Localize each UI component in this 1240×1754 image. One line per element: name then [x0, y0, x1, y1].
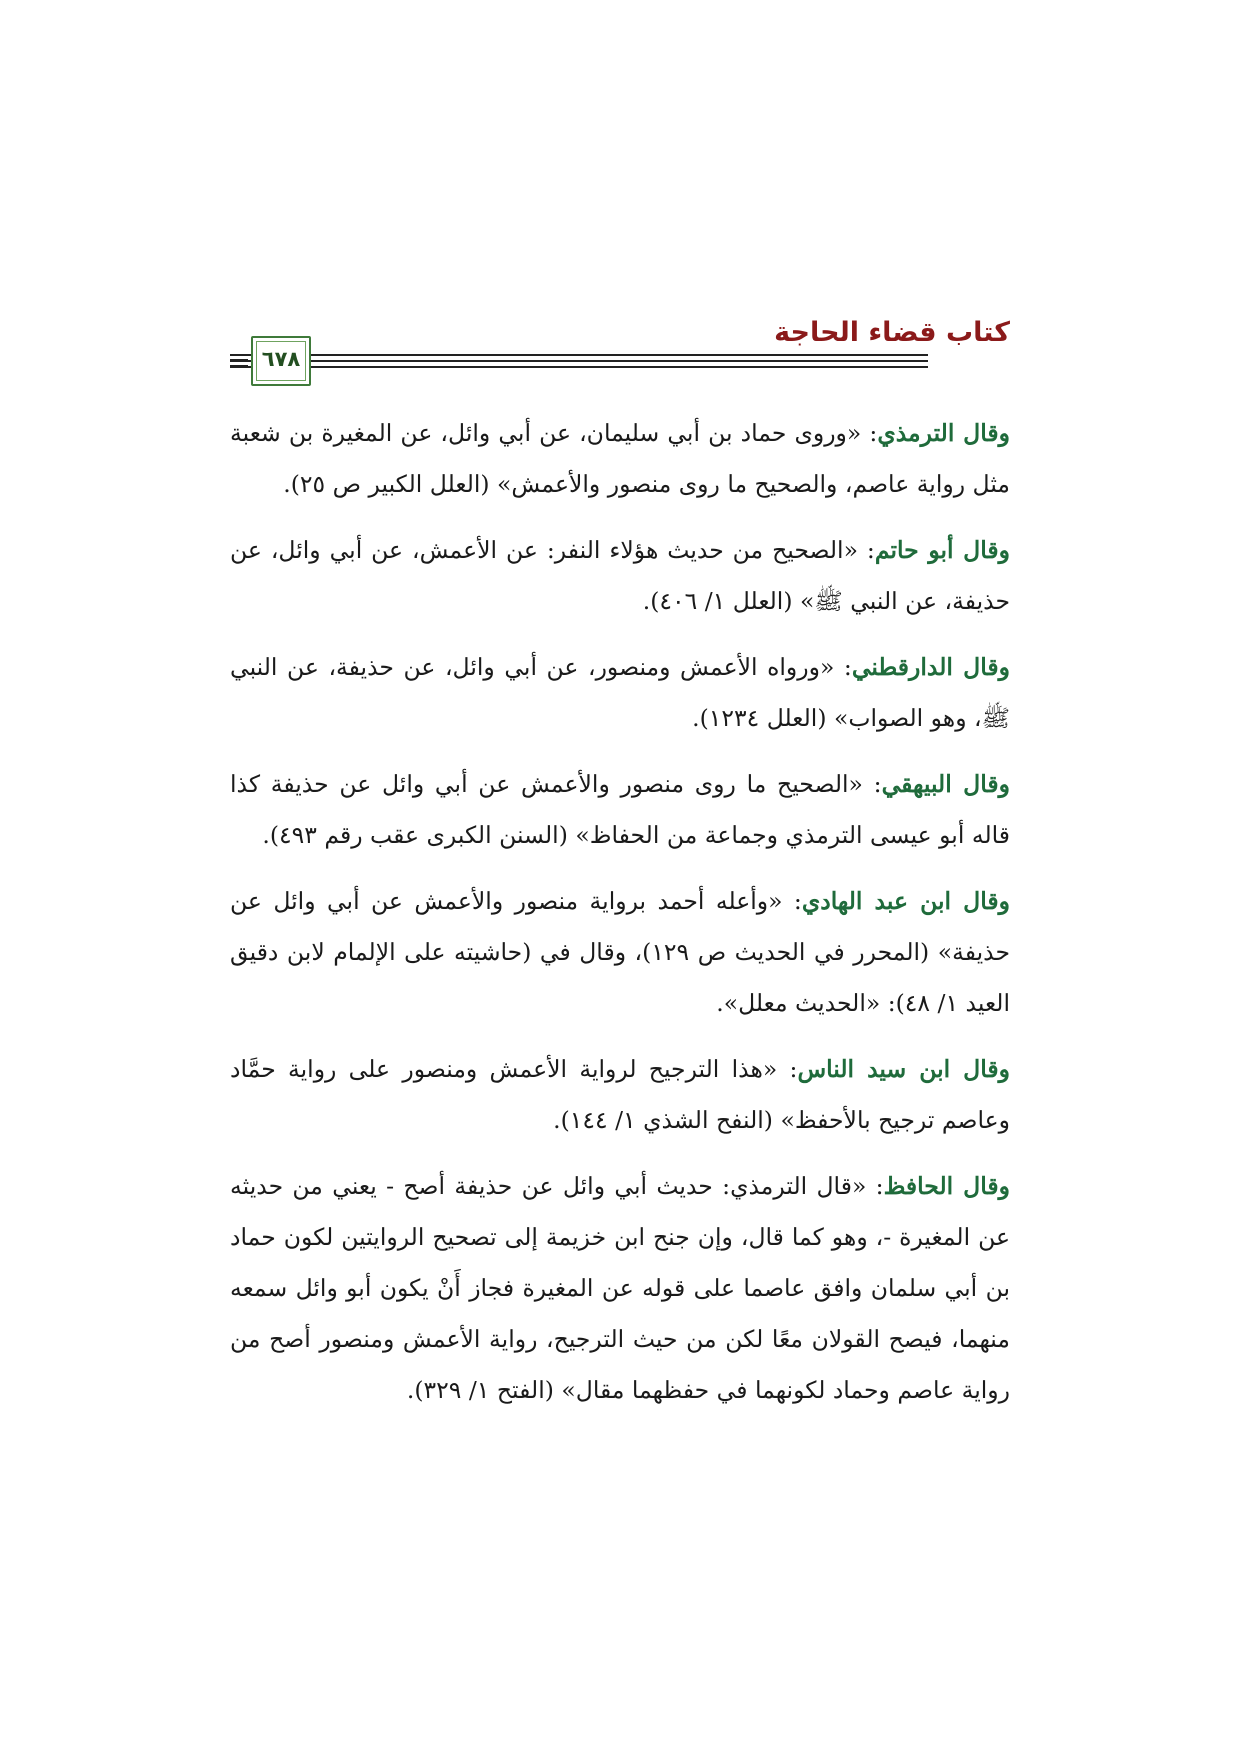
- header-rule-top: [230, 354, 928, 356]
- page-header: [230, 318, 1010, 390]
- speaker-name: وقال الحافظ: [883, 1172, 1010, 1200]
- speaker-name: وقال ابن سيد الناس: [797, 1055, 1010, 1083]
- paragraph-text: : «قال الترمذي: حديث أبي وائل عن حذيفة أصح - يعني من حديثه عن المغيرة -، وهو كما قال، وإن جنح ابن خزيمة إلى تصحيح الروايتين لكون حماد بن أبي سلمان وافق عاصما على قوله عن المغيرة فجاز أَنْ يكون أبو وائل سمعه منهما، فيصح القولان معًا لكن من حيث الترجيح، رواية الأعمش ومنصور أصح من رواية عاصم وحماد لكونهما في حفظهما مقال» (الفتح ١/ ٣٢٩).: [230, 1172, 1010, 1404]
- speaker-name: وقال ابن عبد الهادي: [801, 887, 1010, 915]
- paragraph-text: : «الصحيح ما روى منصور والأعمش عن أبي وائل عن حذيفة كذا قاله أبو عيسى الترمذي وجماعة من الحفاظ» (السنن الكبرى عقب رقم ٤٩٣).: [230, 770, 1010, 849]
- header-rule-middle: [230, 360, 928, 362]
- paragraph-abu-hatim: [230, 525, 1010, 627]
- header-rule-left-bottom: [230, 365, 248, 367]
- page-number: ٦٧٨: [261, 347, 301, 371]
- paragraph-text: : «وروى حماد بن أبي سليمان، عن أبي وائل، عن المغيرة بن شعبة مثل رواية عاصم، والصحيح ما روى منصور والأعمش» (العلل الكبير ص ٢٥).: [230, 419, 1010, 498]
- paragraph-ibn-sayyid-al-nas: [230, 1044, 1010, 1146]
- paragraph-text: : «ورواه الأعمش ومنصور، عن أبي وائل، عن حذيفة، عن النبي ﷺ، وهو الصواب» (العلل ١٢٣٤).: [230, 653, 1010, 732]
- page-body: [230, 408, 1010, 1431]
- page-number-badge: [251, 336, 311, 386]
- speaker-name: وقال الترمذي: [877, 419, 1011, 447]
- paragraph-tirmidhi: [230, 408, 1010, 510]
- paragraph-text: : «وأعله أحمد برواية منصور والأعمش عن أبي وائل عن حذيفة» (المحرر في الحديث ص ١٢٩)، وقال في (حاشيته على الإلمام لابن دقيق العيد ١/ ٤٨): «الحديث معلل».: [230, 887, 1010, 1017]
- paragraph-text: : «الصحيح من حديث هؤلاء النفر: عن الأعمش، عن أبي وائل، عن حذيفة، عن النبي ﷺ» (العلل ١/ ٤٠٦).: [230, 536, 1010, 615]
- paragraph-ibn-abd-al-hadi: [230, 876, 1010, 1029]
- header-rule-bottom: [230, 366, 928, 368]
- paragraph-al-hafiz: [230, 1161, 1010, 1416]
- paragraph-daraqutni: [230, 642, 1010, 744]
- paragraph-text: : «هذا الترجيح لرواية الأعمش ومنصور على رواية حمَّاد وعاصم ترجيح بالأحفظ» (النفح الشذي ١/ ١٤٤).: [230, 1055, 1010, 1134]
- speaker-name: وقال أبو حاتم: [874, 536, 1010, 564]
- speaker-name: وقال البيهقي: [881, 770, 1010, 798]
- speaker-name: وقال الدارقطني: [851, 653, 1011, 681]
- paragraph-bayhaqi: [230, 759, 1010, 861]
- header-rule-left-top: [230, 359, 248, 361]
- book-title: كتاب قضاء الحاجة: [774, 317, 1010, 348]
